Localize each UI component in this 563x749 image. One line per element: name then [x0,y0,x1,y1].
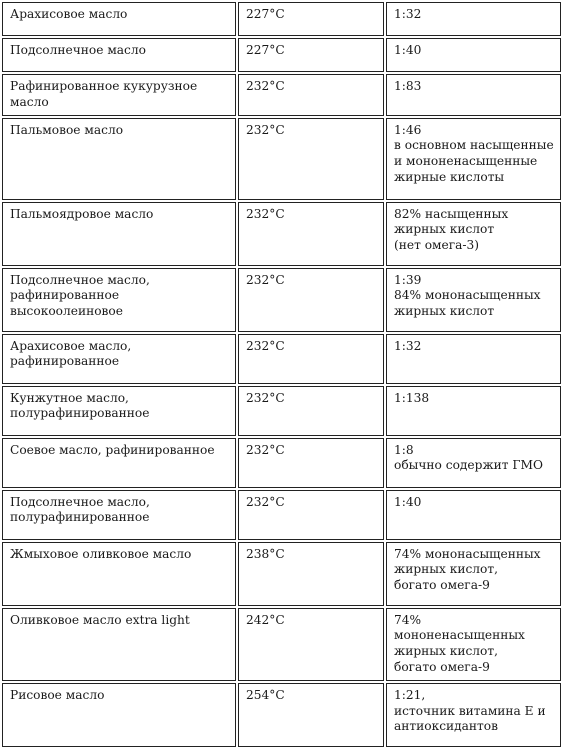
oil-info-cell: 74% мононенасыщенных жирных кислот, богато омега-9 [386,608,561,681]
oil-name-cell: Подсолнечное масло [2,38,236,72]
oil-info-cell: 1:39 84% мононасыщенных жирных кислот [386,268,561,332]
table-row [2,202,561,266]
oil-info-cell: 82% насыщенных жирных кислот (нет омега-3) [386,202,561,266]
table-row [2,2,561,36]
table-row [2,334,561,384]
oil-name-cell: Рафинированное кукурузное масло [2,74,236,116]
smoke-point-cell: 232°C [238,334,384,384]
table-row [2,683,561,747]
oil-name-cell: Оливковое масло extra light [2,608,236,681]
oil-name-cell: Подсолнечное масло, рафинированное высокоолеиновое [2,268,236,332]
smoke-point-cell: 232°C [238,268,384,332]
table-row [2,542,561,606]
oil-info-cell: 1:46 в основном насыщенные и мононенасыщенные жирные кислоты [386,118,561,200]
oil-info-cell: 1:8 обычно содержит ГМО [386,438,561,488]
oil-info-cell: 1:32 [386,2,561,36]
smoke-point-cell: 242°C [238,608,384,681]
oil-name-cell: Кунжутное масло, полурафинированное [2,386,236,436]
smoke-point-cell: 238°C [238,542,384,606]
oil-name-cell: Пальмоядровое масло [2,202,236,266]
oil-name-cell: Подсолнечное масло, полурафинированное [2,490,236,540]
table-row [2,268,561,332]
smoke-point-cell: 227°C [238,2,384,36]
table-row [2,438,561,488]
smoke-point-cell: 232°C [238,202,384,266]
smoke-point-cell: 232°C [238,490,384,540]
smoke-point-cell: 254°C [238,683,384,747]
oil-name-cell: Арахисовое масло [2,2,236,36]
oil-name-cell: Пальмовое масло [2,118,236,200]
oil-info-cell: 1:83 [386,74,561,116]
oil-name-cell: Рисовое масло [2,683,236,747]
table-row [2,38,561,72]
oil-info-cell: 1:32 [386,334,561,384]
table-row [2,608,561,681]
table-row [2,74,561,116]
smoke-point-cell: 232°C [238,74,384,116]
oil-name-cell: Арахисовое масло, рафинированное [2,334,236,384]
smoke-point-cell: 232°C [238,118,384,200]
oil-info-cell: 74% мононасыщенных жирных кислот, богато омега-9 [386,542,561,606]
oil-info-cell: 1:138 [386,386,561,436]
oil-info-cell: 1:40 [386,38,561,72]
table-row [2,386,561,436]
oil-info-cell: 1:21, источник витамина Е и антиоксидантов [386,683,561,747]
table-row [2,490,561,540]
table-row [2,118,561,200]
smoke-point-cell: 232°C [238,386,384,436]
oil-info-cell: 1:40 [386,490,561,540]
oil-name-cell: Соевое масло, рафинированное [2,438,236,488]
smoke-point-cell: 232°C [238,438,384,488]
smoke-point-cell: 227°C [238,38,384,72]
oils-table-body [2,2,561,747]
oil-name-cell: Жмыховое оливковое масло [2,542,236,606]
